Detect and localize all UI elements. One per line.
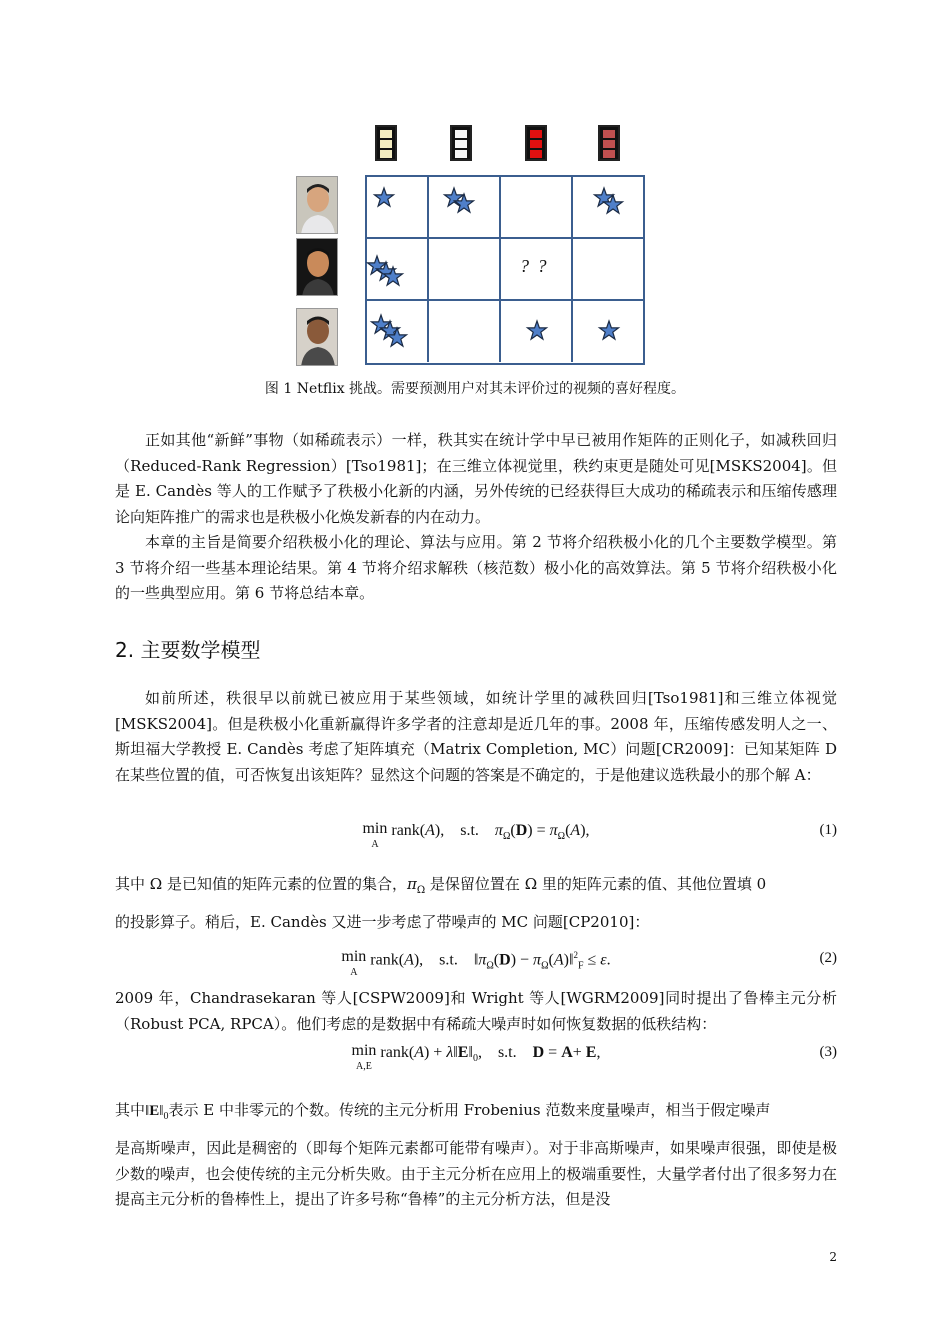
person-photo-icon bbox=[297, 309, 338, 366]
section-heading: 2. 主要数学模型 bbox=[115, 638, 261, 662]
film-icon bbox=[598, 125, 620, 161]
text-run: 表示 E 中非零元的个数。传统的主元分析用 Frobenius 范数来度量噪声，相当于假定噪声 bbox=[168, 1101, 771, 1119]
user-avatar bbox=[296, 238, 338, 296]
paragraph: 本章的主旨是简要介绍秩极小化的理论、算法与应用。第 2 节将介绍秩极小化的几个主要数学模型。第 3 节将介绍一些基本理论结果。第 4 节将介绍求解秩（核范数）极小化的高效算法。第 5 节将介绍秩极小化的一些典型应用。第 6 节将总结本章。 bbox=[115, 533, 837, 602]
section-text bbox=[115, 986, 837, 1037]
paragraph: 是高斯噪声，因此是稠密的（即每个矩阵元素都可能带有噪声）。对于非高斯噪声，如果噪声很强，即使是极少数的噪声，也会使传统的主元分析失败。由于主元分析在应用上的极端重要性，大量学者付出了很多努力在提高主元分析的鲁棒性上，提出了许多号称“鲁棒”的主元分析方法，但是没 bbox=[115, 1139, 837, 1208]
star-icon bbox=[525, 319, 549, 343]
film-frame bbox=[530, 140, 542, 148]
section-text bbox=[115, 686, 837, 788]
equation-body: min A,E rank(A) + $\lambda‖E‖_0$, s.t. D = A+ E, bbox=[351, 1042, 601, 1072]
section-text bbox=[115, 1098, 837, 1130]
film-icon bbox=[450, 125, 472, 161]
equation-1 bbox=[115, 818, 837, 852]
paragraph: 2009 年，Chandrasekaran 等人[CSPW2009]和 Wright 等人[WGRM2009]同时提出了鲁棒主元分析（Robust PCA, RPCA）。他们考虑的是数据中有稀疏大噪声时如何恢复数据的低秩结构： bbox=[115, 989, 837, 1033]
equation-3 bbox=[115, 1040, 837, 1074]
page-number: 2 bbox=[829, 1250, 837, 1264]
star-icon bbox=[385, 326, 409, 350]
paragraph: 其中$‖E‖_0$表示 E 中非零元的个数。传统的主元分析用 Frobenius 范数来度量噪声，相当于假定噪声 bbox=[115, 1101, 771, 1122]
star-icon bbox=[597, 319, 621, 343]
film-frame bbox=[603, 140, 615, 148]
text-run: 其中 Ω 是已知值的矩阵元素的位置的集合， bbox=[115, 875, 407, 893]
user-avatar bbox=[296, 308, 338, 366]
film-frame bbox=[455, 150, 467, 158]
film-icon bbox=[375, 125, 397, 161]
person-photo-icon bbox=[297, 239, 338, 296]
paragraph: 如前所述，秩很早以前就已被应用于某些领域，如统计学里的减秩回归[Tso1981]和三维立体视觉[MSKS2004]。但是秩极小化重新赢得许多学者的注意却是近几年的事。2008 年，压缩传感发明人之一、斯坦福大学教授 E. Candès 考虑了矩阵填充（Matrix Completion, MC）问题[CR2009]：已知某矩阵 D 在某些位置的值，可否恢复出该矩阵？显然这个问题的答案是不确定的，于是他建议选秩最小的那个解 A： bbox=[115, 689, 837, 784]
equation-2 bbox=[115, 946, 837, 980]
unknown-rating-mark: ? ? bbox=[520, 256, 549, 276]
equation-number: (3) bbox=[819, 1044, 837, 1060]
film-frame bbox=[455, 130, 467, 138]
film-frame bbox=[603, 150, 615, 158]
intro-text bbox=[115, 428, 837, 607]
film-frame bbox=[455, 140, 467, 148]
person-photo-icon bbox=[297, 177, 338, 234]
matrix-cell bbox=[501, 177, 573, 239]
star-icon bbox=[372, 186, 396, 210]
equation-number: (1) bbox=[819, 822, 837, 838]
film-frame bbox=[530, 130, 542, 138]
matrix-cell bbox=[429, 301, 501, 362]
matrix-cell bbox=[429, 239, 501, 301]
matrix-cell bbox=[573, 239, 643, 301]
film-frame bbox=[380, 130, 392, 138]
figure-caption: 图 1 Netflix 挑战。需要预测用户对其未评价过的视频的喜好程度。 bbox=[264, 381, 686, 397]
film-icon bbox=[525, 125, 547, 161]
section-text bbox=[115, 910, 837, 936]
paragraph: 正如其他“新鲜”事物（如稀疏表示）一样，秩其实在统计学中早已被用作矩阵的正则化子，如减秩回归（Reduced-Rank Regression）[Tso1981]；在三维立体视觉里，秩约束更是随处可见[MSKS2004]。但是 E. Candès 等人的工作赋予了秩极小化新的内涵，另外传统的已经获得巨大成功的稀疏表示和压缩传感理论向矩阵推广的需求也是秩极小化焕发新春的内在动力。 bbox=[115, 431, 837, 526]
film-frame bbox=[603, 130, 615, 138]
star-icon bbox=[452, 192, 476, 216]
paragraph: 的投影算子。稍后，E. Candès 又进一步考虑了带噪声的 MC 问题[CP2010]： bbox=[115, 913, 650, 931]
film-frame bbox=[380, 150, 392, 158]
film-frame bbox=[380, 140, 392, 148]
section-text bbox=[115, 1136, 837, 1213]
equation-body: min A rank(A), s.t. $\pi_\Omega(D) = \pi_\Omega(A)$, bbox=[362, 820, 590, 850]
film-frame bbox=[530, 150, 542, 158]
text-run: 是保留位置在 Ω 里的矩阵元素的值、其他位置填 0 bbox=[429, 875, 767, 893]
star-icon bbox=[381, 265, 405, 289]
star-icon bbox=[601, 193, 625, 217]
paragraph: 其中 Ω 是已知值的矩阵元素的位置的集合，$\pi_\Omega$ 是保留位置在 Ω 里的矩阵元素的值、其他位置填 0 bbox=[115, 875, 767, 896]
equation-body: min A rank(A), s.t. $‖\pi_\Omega(D)$ − $\pi_\Omega(A)‖^2_F \le \varepsilon$. bbox=[341, 948, 611, 978]
section-text bbox=[115, 872, 837, 904]
equation-number: (2) bbox=[819, 950, 837, 966]
user-avatar bbox=[296, 176, 338, 234]
text-run: 其中 bbox=[115, 1101, 146, 1119]
